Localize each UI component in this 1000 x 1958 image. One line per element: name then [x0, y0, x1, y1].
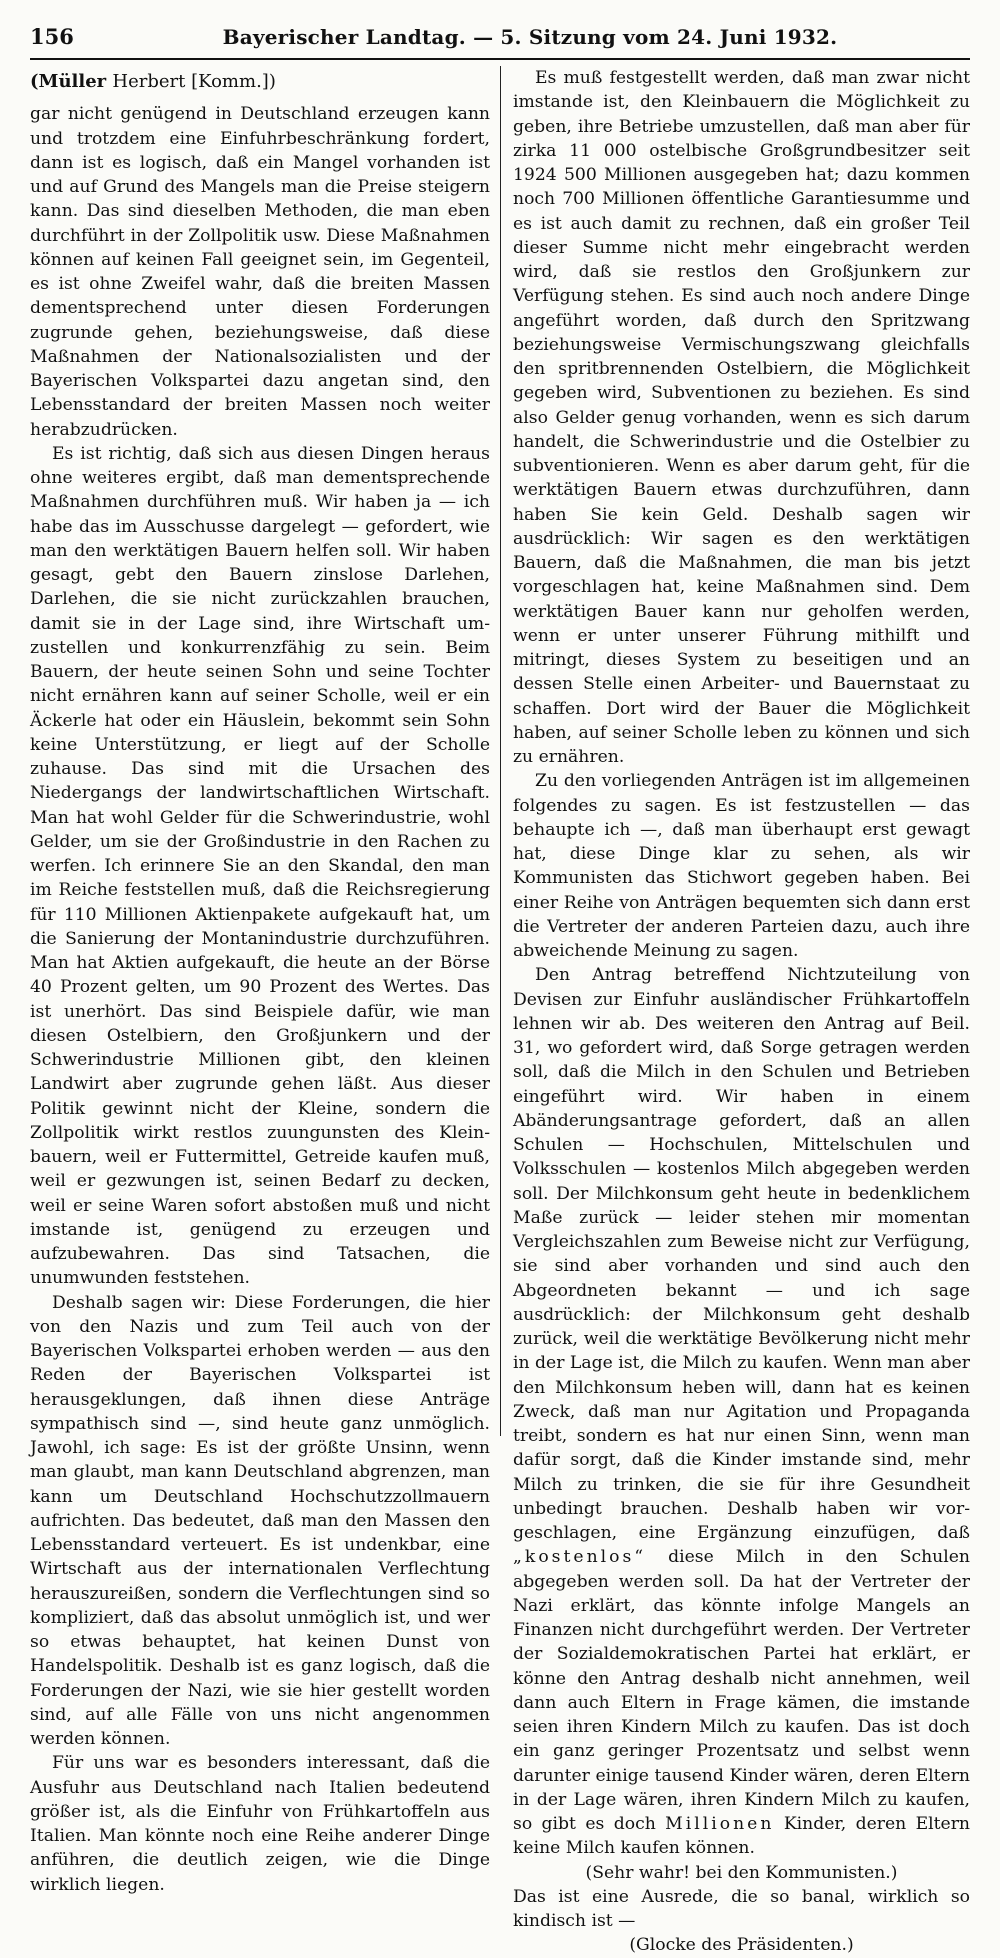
emphasized-word: „kostenlos“ [513, 1547, 647, 1568]
paragraph: Es muß festgestellt werden, daß man zwar nicht imstande ist, den Kleinbauern die Möglichkeit zu geben, ihre Betriebe umzustellen, daß man aber für zirka 11 000 ostelbische Großgrundbesitzer seit 1924 500 Millionen ausgegeben hat; dazu kommen noch 700 Millionen öffentliche Garantiesumme und es ist auch damit zu rechnen, daß ein großer Teil dieser Summe nicht mehr eingebracht werden wird, daß sie restlos den Großjunkern zur Verfügung stehen. Es sind auch noch andere Dinge angeführt worden, daß durch den Spritzwang beziehungsweise Vermischungszwang gleichfalls den spritbrennenden Ostelbiern, die Möglichkeit gegeben wird, Subventionen zu beziehen. Es sind also Gelder genug vorhanden, wenn es sich darum handelt, die Schwerindustrie und die Ostelbier zu subventionieren. Wenn es aber darum geht, für die werktätigen Bauern etwas durchzuführen, dann haben Sie kein Geld. Deshalb sagen wir ausdrücklich: Wir sagen es den werktätigen Bauern, daß die Maßnahmen, die man bis jetzt vorgeschlagen hat, keine Maßnahmen sind. Dem werktätigen Bauer kann nur geholfen werden, wenn er unter unserer Führung mithilft und mitringt, dieses System zu beseitigen und an dessen Stelle einen Arbeiter- und Bauernstaat zu schaffen. Dort wird der Bauer die Möglichkeit haben, auf seiner Scholle leben zu können und sich zu ernähren. [513, 68, 970, 767]
running-title: Bayerischer Landtag. — 5. Sitzung vom 24. Juni 1932. [222, 25, 838, 49]
paragraph [513, 963, 970, 1860]
interjection: (Sehr wahr! bei den Kommunisten.) [585, 1862, 898, 1883]
paragraph: Es ist richtig, daß sich aus diesen Dingen heraus ohne weiteres ergibt, daß man dementsprechende Maßnahmen durchführen muß. Wir haben ja — ich habe das im Ausschusse dargelegt — gefordert, wie man den werktätigen Bauern helfen soll. Wir haben gesagt, gebt den Bauern zinslose Darlehen, Darlehen, die sie nicht zurückzahlen brauchen, damit sie in der Lage sind, ihre Wirtschaft umzustellen und konkurrenzfähig zu sein. Beim Bauern, der heute seinen Sohn und seine Tochter nicht ernähren kann auf seiner Scholle, weil er ein Äckerle hat oder ein Häuslein, bekommt sein Sohn keine Unterstützung, er liegt auf der Scholle zuhause. Das sind mit die Ursachen des Niedergangs der landwirtschaftlichen Wirtschaft. Man hat wohl Gelder für die Schwerindustrie, wohl Gelder, um sie der Großindustrie in den Rachen zu werfen. Ich erinnere Sie an den Skandal, den man im Reiche feststellen muß, daß die Reichsregierung für 110 Millionen Aktienpakete aufgekauft hat, um die Sanierung der Montanindustrie durchzuführen. Man hat Aktien aufgekauft, die heute an der Börse 40 Prozent gelten, um 90 Prozent des Wertes. Das ist unerhört. Das sind Beispiele dafür, wie man diesen Ostelbiern, den Großjunkern und der Schwerindustrie Millionen gibt, den kleinen Landwirt aber zugrunde gehen läßt. Aus dieser Politik gewinnt nicht der Kleine, sondern die Zollpolitik wirkt restlos zuungunsten des Kleinbauern, weil er Futtermittel, Getreide kaufen muß, weil er gezwungen ist, seinen Bedarf zu decken, weil er seine Waren sofort abstoßen muß und nicht imstande ist, genügend zu erzeugen und aufzubewahren. Das sind Tatsachen, die unumwunden feststehen. [30, 443, 490, 1289]
interjection: (Glocke des Präsidenten.) [629, 1935, 854, 1956]
emphasized-word: Millionen [665, 1814, 775, 1834]
paragraph: gar nicht genügend in Deutschland erzeugen kann und trotzdem eine Einfuhrbeschränkung fordert, dann ist es logisch, daß ein Mangel vorhanden ist und auf Grund des Mangels man die Preise steigern kann. Das sind dieselben Methoden, die man eben durchführt in der Zollpolitik usw. Diese Maßnahmen können auf keinen Fall geeignet sein, im Gegenteil, es ist ohne Zweifel wahr, daß die breiten Massen dementsprechend unter diesen Forderungen zugrunde gehen, beziehungsweise, daß diese Maßnahmen der Nationalsozialisten und der Bayerischen Volkspartei dazu angetan sind, den Lebensstandard der breiten Massen noch weiter herabzudrücken. [30, 104, 490, 440]
paragraph-text: Den Antrag betreffend Nichtzuteilung von Devisen zur Einfuhr ausländischer Frühkartoffeln lehnen wir ab. Des weiteren den Antrag auf Beil. 31, wo gefordert wird, daß Sorge getragen werden soll, daß die Milch in den Schulen und Betrieben eingeführt wird. Wir haben in einem Abänderungsantrage gefordert, daß an allen Schulen — Hochschulen, Mittelschulen und Volksschulen — kostenlos Milch abgegeben werden soll. Der Milchkonsum geht heute in bedenklichem Maße zurück — leider stehen mir momentan Vergleichszahlen zum Beweise nicht zur Verfügung, sie sind aber vorhanden und sind auch den Abgeordneten bekannt — und ich sage ausdrücklich: der Milchkonsum geht deshalb zurück, weil die werktätige Bevölkerung nicht mehr in der Lage ist, die Milch zu kaufen. Wenn man aber den Milchkonsum heben will, dann hat es keinen Zweck, daß man nur Agitation und Propaganda treibt, sondern es hat nur einen Sinn, wenn man dafür sorgt, daß die Kinder imstande sind, mehr Milch zu trinken, die sie für ihre Gesundheit unbedingt brauchen. Deshalb haben wir vorgeschlagen, eine Ergänzung einzufügen, daß [513, 965, 970, 1543]
left-column [30, 66, 500, 1895]
paragraph: Das ist eine Ausrede, die so banal, wirklich so kindisch ist — [513, 1886, 970, 1931]
paragraph: Zu den vorliegenden Anträgen ist im allgemeinen folgendes zu sagen. Es ist festzustellen — das behaupte ich —, daß man überhaupt erst gewagt hat, diese Dinge klar zu sehen, als wir Kommunisten das Stichwort gegeben haben. Bei einer Reihe von Anträgen bequemten sich dann erst die Vertreter der anderen Parteien dazu, auch ihre abweichende Meinung zu sagen. [513, 771, 970, 961]
speaker-affiliation: Herbert [Komm.]) [112, 71, 276, 92]
speaker-name: (Müller [30, 71, 107, 92]
paragraph: Deshalb sagen wir: Diese Forderungen, die hier von den Nazis und zum Teil auch von der Bayerischen Volkspartei erhoben werden — aus den Reden der Bayerischen Volkspartei ist herausgeklungen, daß ihnen diese Anträge sympathisch sind —, sind heute ganz unmöglich. Jawohl, ich sage: Es ist der größte Unsinn, wenn man glaubt, man kann Deutschland abgrenzen, man kann um Deutschland Hochschutzzollmauern aufrichten. Das bedeutet, daß man den Massen den Lebensstandard verteuert. Es ist undenkbar, eine Wirtschaft aus der internationalen Verflechtung herauszureißen, sondern die Verflechtungen sind so kompliziert, daß das absolut unmöglich ist, und wer so etwas behauptet, hat keinen Dunst von Handelspolitik. Deshalb ist es ganz logisch, daß die Forderungen der Nazi, wie sie hier gestellt worden sind, auf alle Fälle von uns nicht angenommen werden können. [30, 1292, 490, 1749]
page-header [30, 24, 970, 60]
two-column-body [30, 66, 970, 1956]
paragraph: Für uns war es besonders interessant, daß die Ausfuhr aus Deutschland nach Italien bedeutend größer ist, als die Einfuhr von Frühkartoffeln aus Italien. Man könnte noch eine Reihe anderer Dinge anführen, die deutlich zeigen, wie die Dinge wirklich liegen. [30, 1753, 490, 1895]
page-number: 156 [30, 24, 74, 49]
speaker-heading [30, 70, 490, 94]
right-column [500, 66, 970, 1956]
paragraph-text: Kinder, deren Eltern keine Milch kaufen können. [513, 1814, 970, 1859]
paragraph-text: diese Milch in den Schulen abgegeben werden soll. Da hat der Vertreter der Nazi erklärt, das könnte infolge Mangels an Finanzen nicht durchgeführt werden. Der Vertreter der Sozialdemokratischen Partei hat erklärt, er könne den Antrag deshalb nicht annehmen, weil dann auch Eltern in Frage kämen, die imstande seien ihren Kindern Milch zu kaufen. Das ist doch ein ganz geringer Prozentsatz und selbst wenn darunter einige tausend Kinder wären, deren Eltern in der Lage wären, ihren Kindern Milch zu kaufen, so gibt es doch [513, 1547, 970, 1834]
